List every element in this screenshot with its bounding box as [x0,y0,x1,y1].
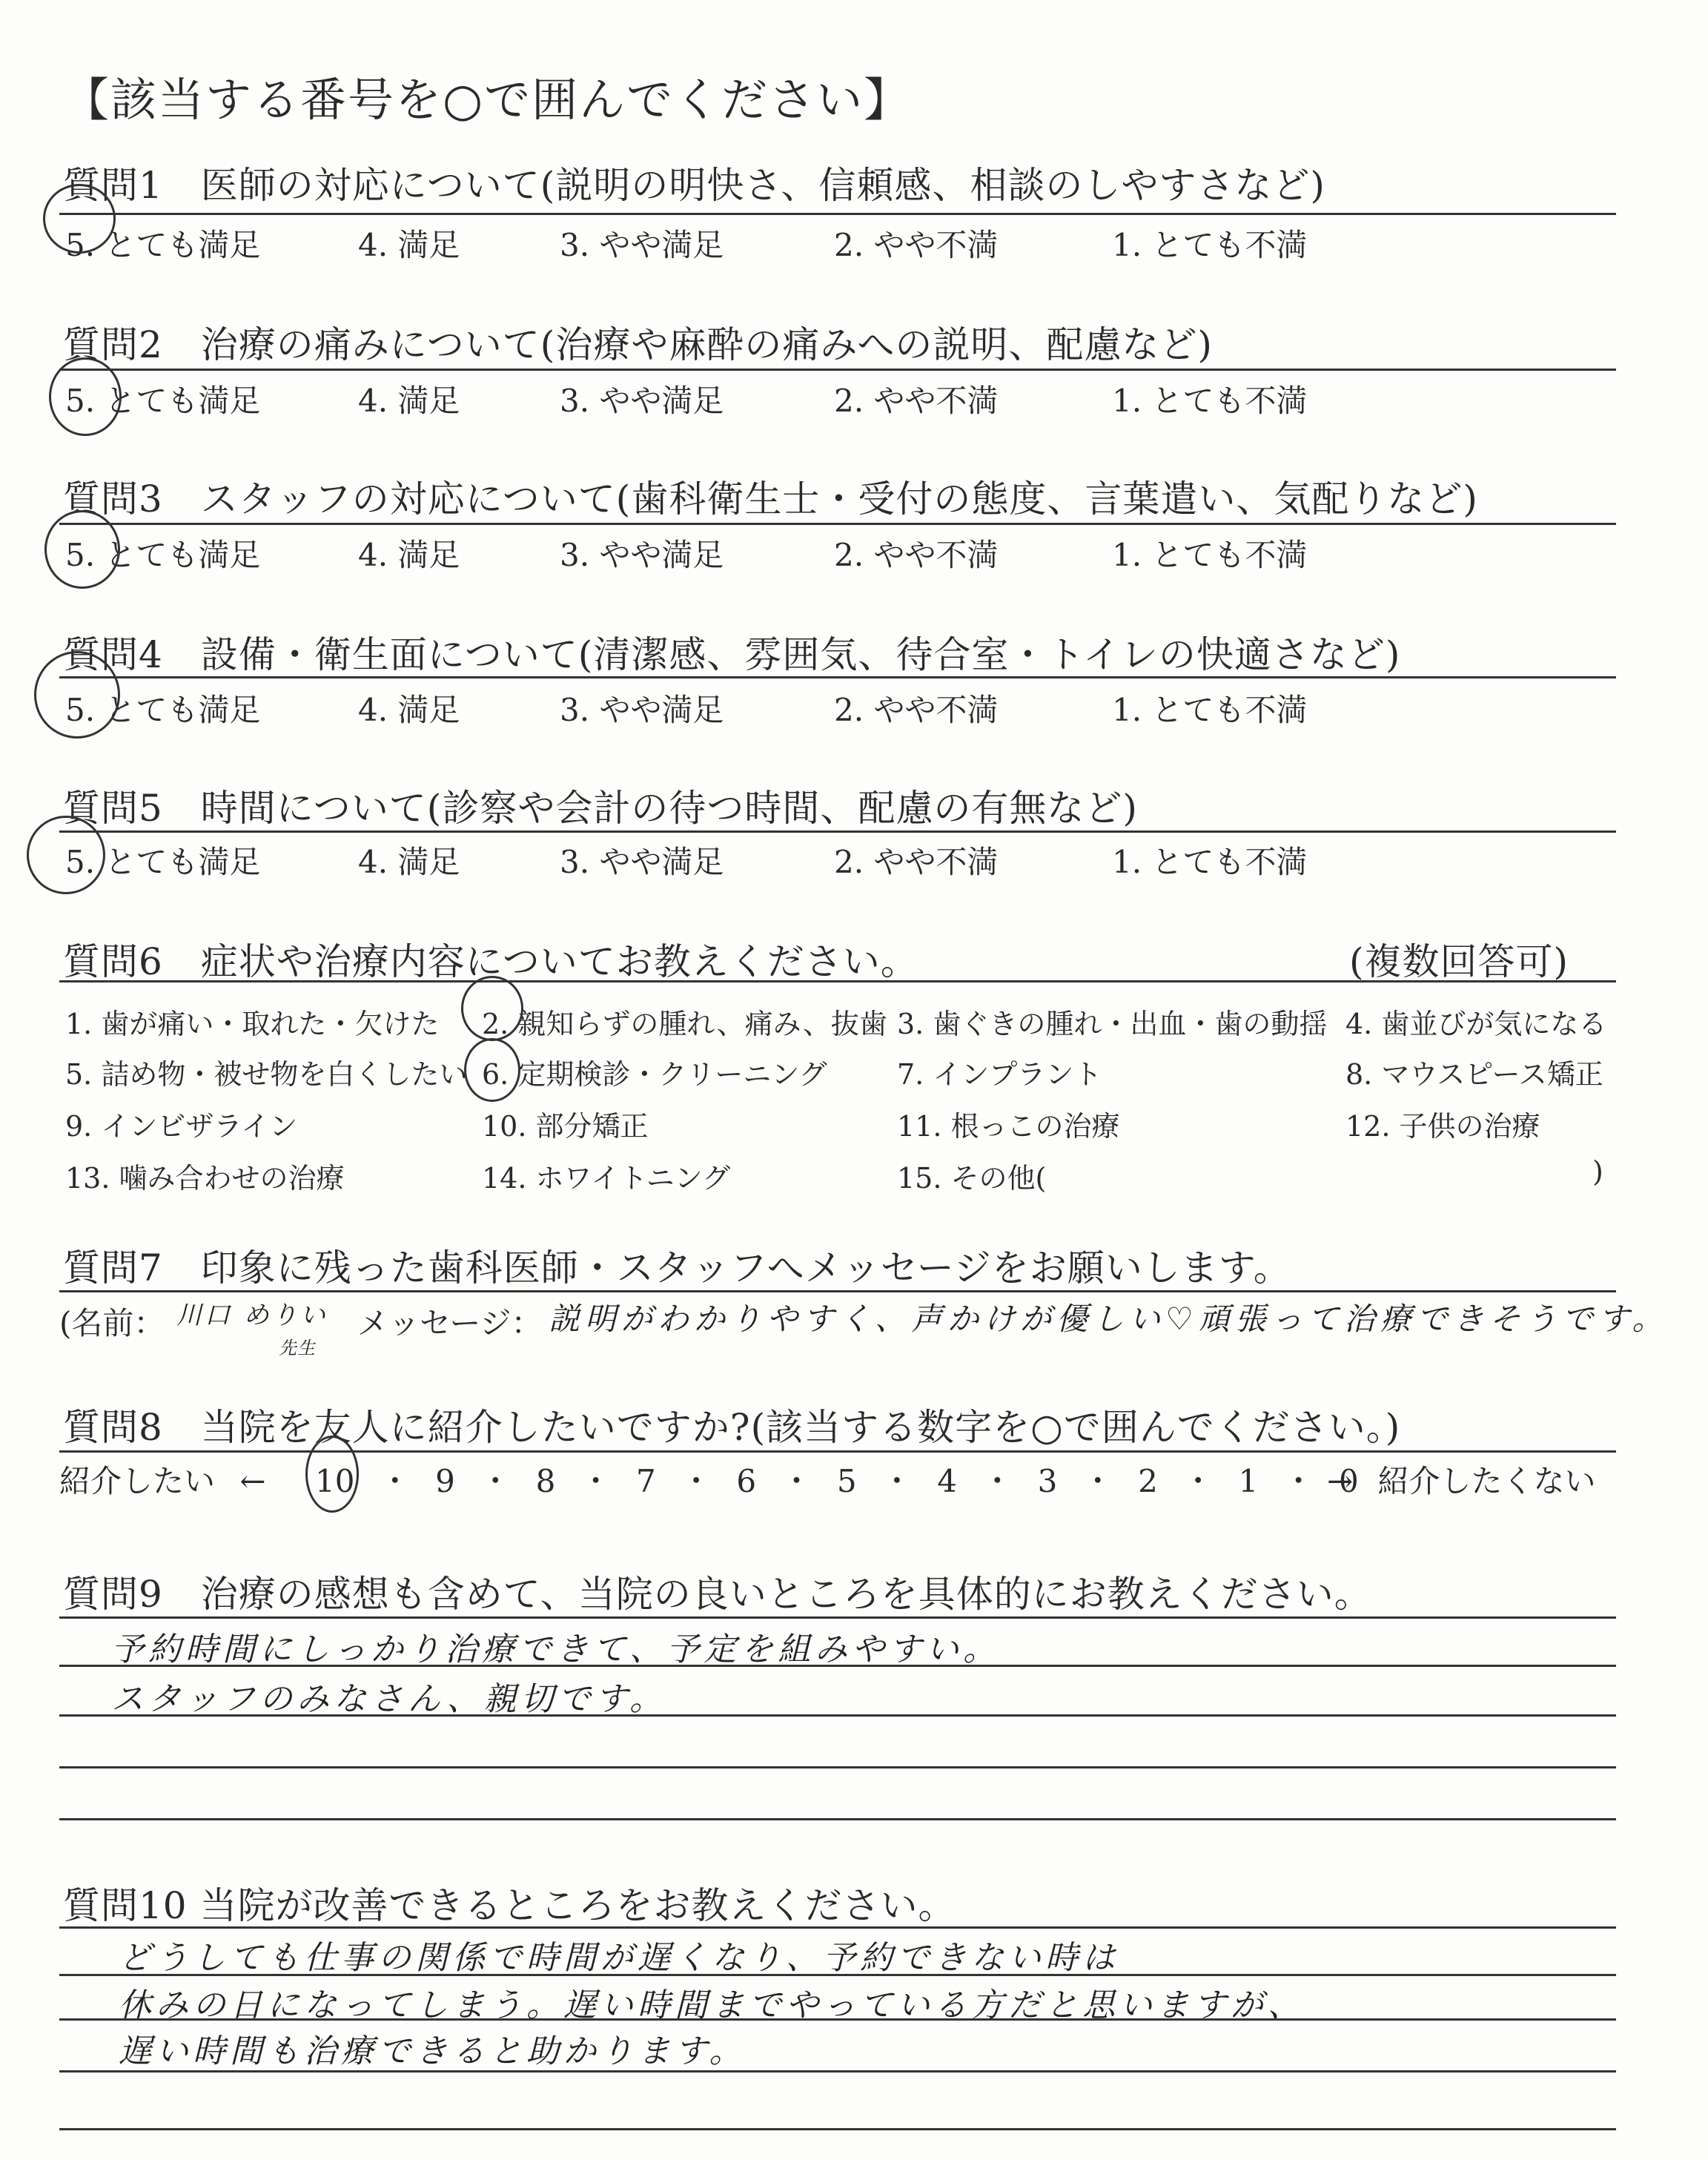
question-3-rule [59,523,1616,525]
q6-item-2-selection-circle [461,976,523,1041]
q1-selection-circle [43,184,116,254]
q7-message-label: メッセージ： [357,1305,543,1341]
q7-name-suffix: 先生 [279,1338,316,1358]
q4-option-2[interactable]: 2. やや不満 [834,692,999,728]
q10-answer-line-3[interactable]: 遅い時間も治療できると助かります。 [119,2032,747,2070]
question-10-rule-1 [59,1926,1616,1929]
question-6-rule [59,980,1616,982]
q3-option-1[interactable]: 1. とても不満 [1112,537,1308,573]
q1-option-5[interactable]: 5. とても満足 [65,227,261,263]
question-10-rule-4 [59,2070,1616,2073]
question-1-title: 質問1 医師の対応について(説明の明快さ、信頼感、相談のしやすさなど) [63,164,1325,207]
q6-item-7[interactable]: 7. インプラント [897,1058,1102,1091]
q1-option-4[interactable]: 4. 満足 [358,227,460,263]
q6-item-4[interactable]: 4. 歯並びが気になる [1345,1008,1607,1040]
form-heading: 【該当する番号を○で囲んでください】 [63,73,912,127]
question-8-title: 質問8 当院を友人に紹介したいですか?(該当する数字を○で囲んでください。) [63,1406,1401,1449]
q1-option-1[interactable]: 1. とても不満 [1112,227,1308,263]
question-9-title: 質問9 治療の感想も含めて、当院の良いところを具体的にお教えください。 [63,1573,1372,1616]
q5-option-4[interactable]: 4. 満足 [358,844,460,880]
question-10-rule-3 [59,2018,1616,2021]
q5-option-3[interactable]: 3. やや満足 [560,844,724,880]
q4-option-1[interactable]: 1. とても不満 [1112,692,1308,728]
q6-item-15-close-paren: ) [1592,1155,1603,1188]
q3-selection-circle [44,510,120,589]
q6-item-6-selection-circle [464,1038,520,1102]
q2-option-5[interactable]: 5. とても満足 [65,383,261,419]
q1-option-2[interactable]: 2. やや不満 [834,227,999,263]
question-2-rule [59,369,1616,371]
q8-scale-left-label: 紹介したい ← [59,1463,266,1499]
q4-option-5[interactable]: 5. とても満足 [65,692,261,728]
q10-answer-line-1[interactable]: どうしても仕事の関係で時間が遅くなり、予約できない時は [119,1939,1119,1977]
q6-item-14[interactable]: 14. ホワイトニング [482,1162,731,1195]
question-4-rule [59,676,1616,678]
question-4-title: 質問4 設備・衛生面について(清潔感、雰囲気、待合室・トイレの快適さなど) [63,633,1401,676]
q7-message-value[interactable]: 説明がわかりやすく、声かけが優しい♡頑張って治療できそうです。 [549,1301,1669,1337]
q6-item-5[interactable]: 5. 詰め物・被せ物を白くしたい [65,1058,468,1091]
q7-name-value[interactable]: 川口 めりい [176,1301,328,1330]
question-9-rule-1 [59,1616,1616,1619]
question-5-rule [59,830,1616,833]
q9-answer-line-2[interactable]: スタッフのみなさん、親切です。 [111,1680,667,1718]
question-2-title: 質問2 治療の痛みについて(治療や麻酔の痛みへの説明、配慮など) [63,323,1213,366]
question-9-rule-4 [59,1766,1616,1768]
q2-option-1[interactable]: 1. とても不満 [1112,383,1308,419]
question-7-rule [59,1290,1616,1292]
question-6-title: 質問6 症状や治療内容についてお教えください。 [63,940,918,983]
q6-item-15[interactable]: 15. その他( [897,1162,1047,1195]
question-7-title: 質問7 印象に残った歯科医師・スタッフへメッセージをお願いします。 [63,1246,1291,1289]
q6-item-1[interactable]: 1. 歯が痛い・取れた・欠けた [65,1008,440,1040]
q6-item-3[interactable]: 3. 歯ぐきの腫れ・出血・歯の動揺 [897,1008,1328,1040]
q4-option-4[interactable]: 4. 満足 [358,692,460,728]
q4-option-3[interactable]: 3. やや満足 [560,692,724,728]
q6-item-9[interactable]: 9. インビザライン [65,1110,298,1143]
question-5-title: 質問5 時間について(診察や会計の待つ時間、配慮の有無など) [63,787,1138,830]
q2-option-2[interactable]: 2. やや不満 [834,383,999,419]
question-1-rule [59,213,1616,215]
q5-selection-circle [27,816,105,894]
question-9-rule-3 [59,1714,1616,1717]
question-8-rule [59,1450,1616,1453]
q2-option-3[interactable]: 3. やや満足 [560,383,724,419]
q5-option-5[interactable]: 5. とても満足 [65,844,261,880]
q2-option-4[interactable]: 4. 満足 [358,383,460,419]
question-9-rule-2 [59,1665,1616,1667]
question-10-rule-5 [59,2128,1616,2130]
question-3-title: 質問3 スタッフの対応について(歯科衛生士・受付の態度、言葉遣い、気配りなど) [63,478,1478,521]
q6-item-12[interactable]: 12. 子供の治療 [1345,1110,1540,1143]
q4-selection-circle [34,651,120,739]
q6-item-8[interactable]: 8. マウスピース矯正 [1345,1058,1603,1091]
question-10-title: 質問10 当院が改善できるところをお教えください。 [63,1884,956,1927]
q8-scale-right-label: → 紹介したくない [1327,1463,1596,1499]
q6-item-10[interactable]: 10. 部分矯正 [482,1110,649,1143]
question-9-rule-5 [59,1818,1616,1820]
q6-item-6[interactable]: 6. 定期検診・クリーニング [482,1058,827,1091]
q2-selection-circle [49,357,122,436]
q6-item-11[interactable]: 11. 根っこの治療 [897,1110,1120,1143]
q3-option-2[interactable]: 2. やや不満 [834,537,999,573]
q9-answer-line-1[interactable]: 予約時間にしっかり治療できて、予定を組みやすい。 [111,1631,1001,1668]
q5-option-1[interactable]: 1. とても不満 [1112,844,1308,880]
q6-item-13[interactable]: 13. 噛み合わせの治療 [65,1162,345,1195]
q3-option-4[interactable]: 4. 満足 [358,537,460,573]
q8-selection-circle [305,1436,359,1513]
q10-answer-line-2[interactable]: 休みの日になってしまう。遅い時間までやっている方だと思いますが、 [119,1986,1305,2024]
q3-option-3[interactable]: 3. やや満足 [560,537,724,573]
q3-option-5[interactable]: 5. とても満足 [65,537,261,573]
q5-option-2[interactable]: 2. やや不満 [834,844,999,880]
q8-scale-values[interactable]: 10 ・ 9 ・ 8 ・ 7 ・ 6 ・ 5 ・ 4 ・ 3 ・ 2 ・ 1 ・ 0 [315,1463,1359,1499]
q7-name-label: (名前： [59,1305,165,1341]
question-10-rule-2 [59,1974,1616,1976]
question-6-note: (複数回答可) [1349,940,1569,983]
q1-option-3[interactable]: 3. やや満足 [560,227,724,263]
q6-item-2[interactable]: 2. 親知らずの腫れ、痛み、抜歯 [482,1008,887,1040]
